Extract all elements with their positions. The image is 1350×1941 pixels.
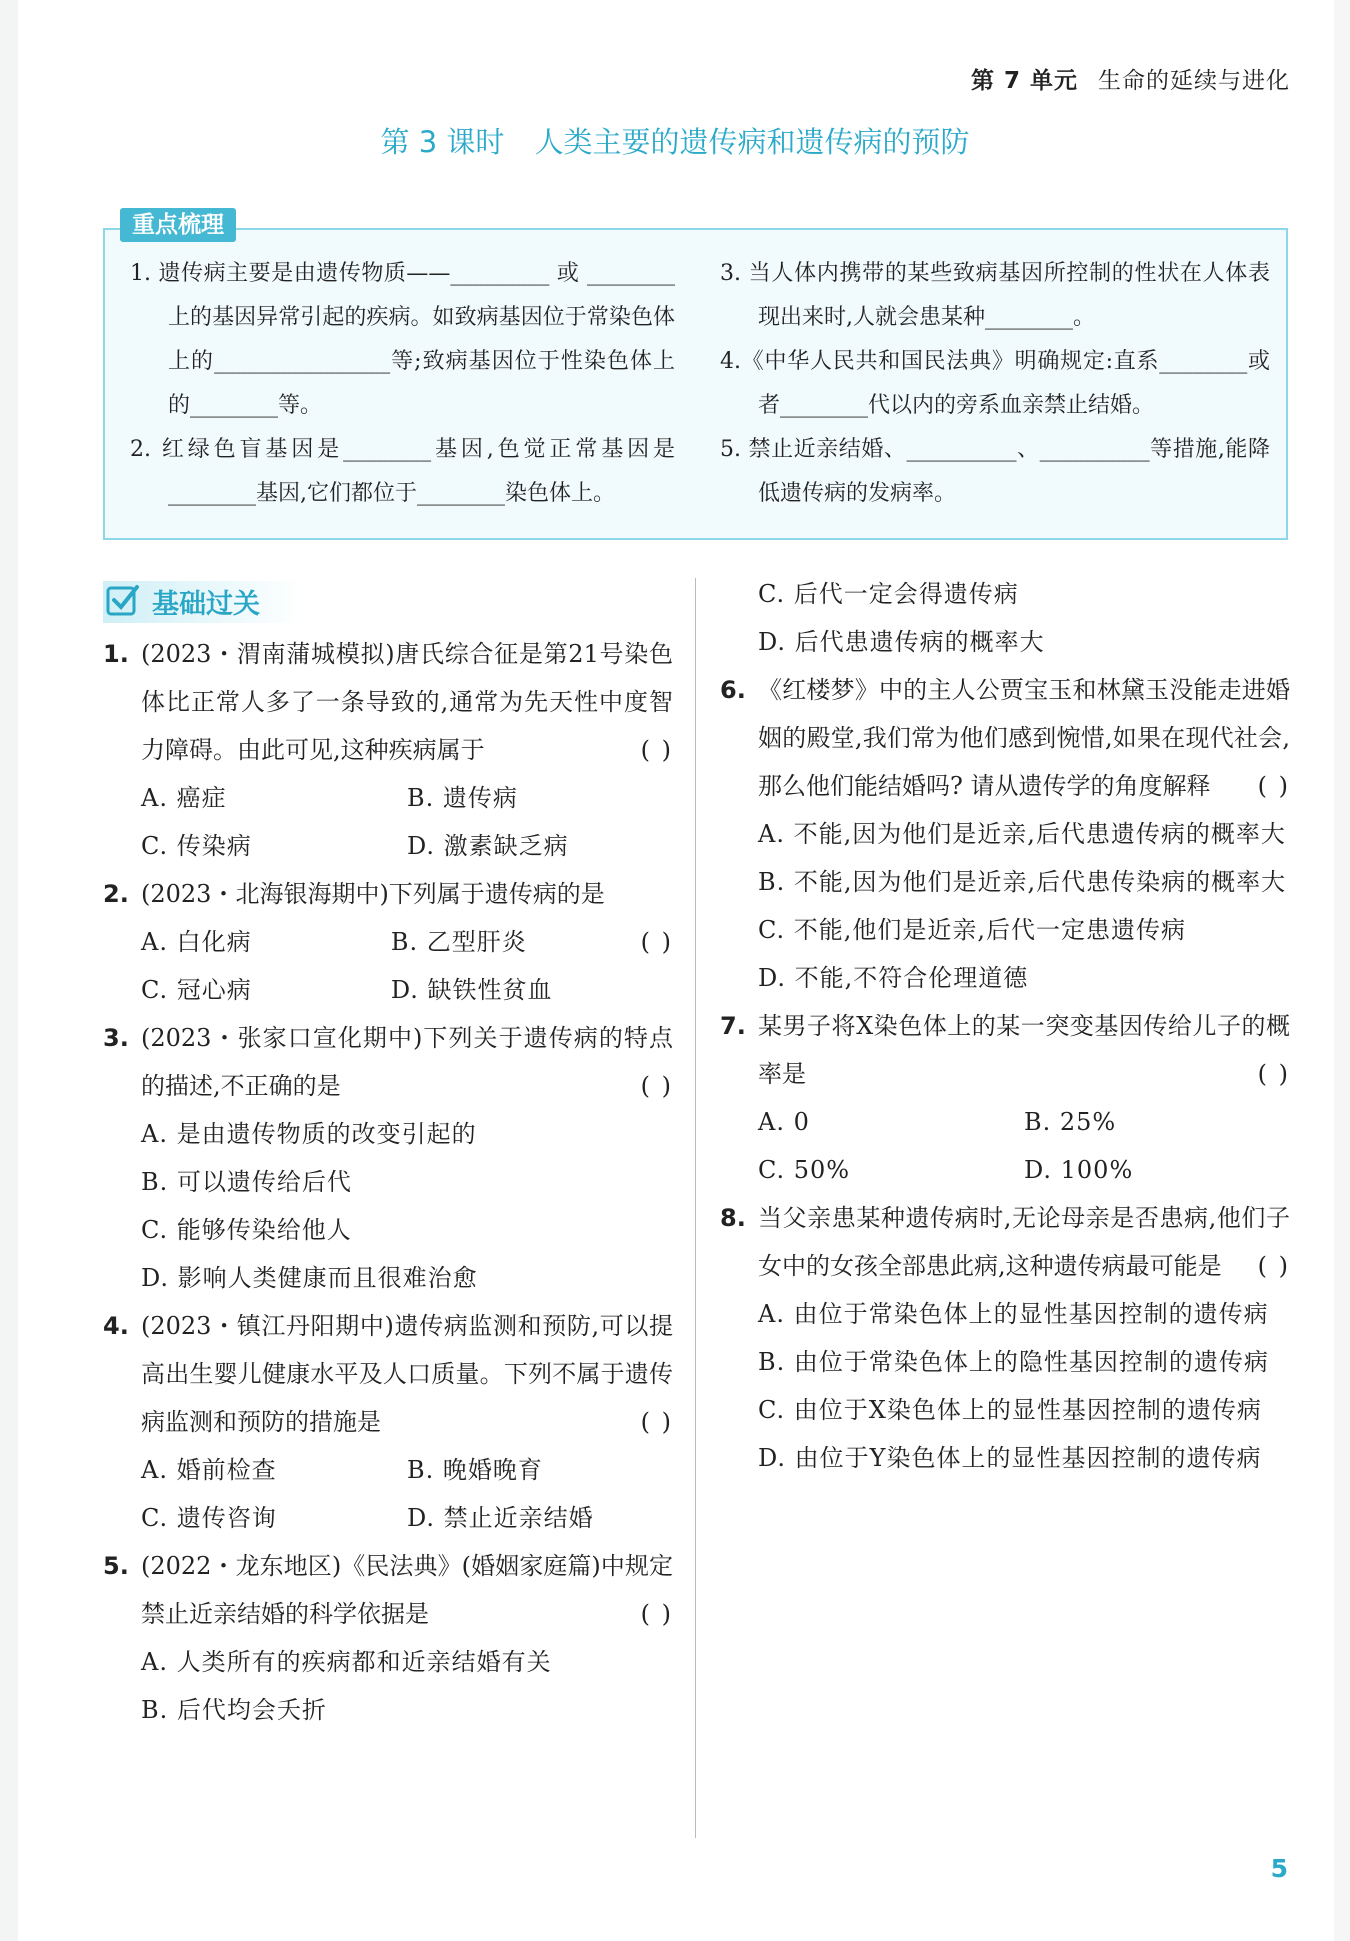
option-d[interactable]: D. 100% [1024,1156,1134,1184]
question-text: (2023・张家口宣化期中)下列关于遗传病的特点的描述,不正确的是 [141,1024,673,1100]
option-a[interactable]: A. 0 [758,1108,810,1136]
question-number: 4. [103,1312,129,1340]
option-d[interactable]: D. 不能,不符合伦理道德 [758,964,1029,992]
right-column [720,570,1290,1482]
column-divider [695,578,696,1838]
question-5 [103,1542,673,1734]
question-text: 《红楼梦》中的主人公贾宝玉和林黛玉没能走进婚姻的殿堂,我们常为他们感到惋惜,如果在现代社会,那么他们能结婚吗? 请从遗传学的角度解释 [758,676,1290,800]
question-text: 某男子将X染色体上的某一突变基因传给儿子的概率是 [758,1012,1290,1088]
option-b[interactable]: B. 可以遗传给后代 [141,1168,352,1196]
option-d[interactable]: D. 缺铁性贫血 [390,976,553,1004]
key-points-right [720,252,1270,516]
option-b[interactable]: B. 由位于常染色体上的隐性基因控制的遗传病 [758,1348,1269,1376]
answer-bracket[interactable]: ( ) [1257,1252,1290,1280]
option-b[interactable]: B. 不能,因为他们是近亲,后代患传染病的概率大 [758,868,1287,896]
page-edge-left [0,0,18,1941]
option-d[interactable]: D. 影响人类健康而且很难治愈 [141,1264,478,1292]
question-number: 5. [103,1552,129,1580]
key-points-left [130,252,675,516]
answer-bracket[interactable]: ( ) [1257,1060,1290,1088]
lesson-title [0,120,1350,161]
answer-bracket[interactable]: ( ) [640,928,673,956]
section-title: 基础过关 [152,589,260,620]
option-c[interactable]: C. 遗传咨询 [141,1504,277,1532]
option-b[interactable]: B. 遗传病 [407,784,518,812]
option-c[interactable]: C. 后代一定会得遗传病 [758,580,1019,608]
option-d[interactable]: D. 后代患遗传病的概率大 [758,628,1045,656]
page-number: 5 [1270,1854,1288,1883]
question-number: 1. [103,640,129,668]
unit-title: 生命的延续与进化 [1098,68,1290,94]
question-8 [720,1194,1290,1482]
answer-bracket[interactable]: ( ) [640,1600,673,1628]
answer-bracket[interactable]: ( ) [640,1408,673,1436]
question-number: 2. [103,880,129,908]
option-c[interactable]: C. 由位于X染色体上的显性基因控制的遗传病 [758,1396,1262,1424]
option-b[interactable]: B. 晚婚晚育 [407,1456,543,1484]
option-a[interactable]: A. 是由遗传物质的改变引起的 [141,1120,477,1148]
key-point-3: 3. 当人体内携带的某些致病基因所控制的性状在人体表现出来时,人就会患某种________。 [720,261,1270,330]
option-a[interactable]: A. 不能,因为他们是近亲,后代患遗传病的概率大 [758,820,1286,848]
question-text: (2023・渭南蒲城模拟)唐氏综合征是第21号染色体比正常人多了一条导致的,通常为先天性中度智力障碍。由此可见,这种疾病属于 [141,640,673,764]
option-a[interactable]: A. 癌症 [141,784,227,812]
answer-bracket[interactable]: ( ) [640,1072,673,1100]
checkbox-icon [106,583,140,617]
option-c[interactable]: C. 传染病 [141,832,252,860]
option-c[interactable]: C. 冠心病 [141,976,252,1004]
question-6 [720,666,1290,1002]
lesson-name: 人类主要的遗传病和遗传病的预防 [534,125,970,159]
option-b[interactable]: B. 乙型肝炎 [390,928,527,956]
question-text: (2023・北海银海期中)下列属于遗传病的是 [141,880,605,908]
option-a[interactable]: A. 人类所有的疾病都和近亲结婚有关 [141,1648,552,1676]
question-5-continued [720,570,1290,666]
option-d[interactable]: D. 激素缺乏病 [407,832,569,860]
option-a[interactable]: A. 白化病 [141,928,252,956]
question-text: (2023・镇江丹阳期中)遗传病监测和预防,可以提高出生婴儿健康水平及人口质量。下列不属于遗传病监测和预防的措施是 [141,1312,673,1436]
question-2 [103,870,673,1014]
option-c[interactable]: C. 能够传染给他人 [141,1216,352,1244]
question-7 [720,1002,1290,1194]
option-a[interactable]: A. 由位于常染色体上的显性基因控制的遗传病 [758,1300,1269,1328]
unit-number: 第 7 单元 [970,68,1078,94]
left-column [103,630,673,1734]
question-number: 7. [720,1012,746,1040]
question-number: 6. [720,676,746,704]
option-a[interactable]: A. 婚前检查 [141,1456,277,1484]
question-number: 8. [720,1204,746,1232]
question-4 [103,1302,673,1542]
option-b[interactable]: B. 后代均会夭折 [141,1696,327,1724]
answer-bracket[interactable]: ( ) [640,736,673,764]
option-b[interactable]: B. 25% [1024,1108,1117,1136]
question-1 [103,630,673,870]
key-point-4: 4.《中华人民共和国民法典》明确规定:直系________或者________代以内的旁系血亲禁止结婚。 [720,349,1270,418]
question-3 [103,1014,673,1302]
answer-bracket[interactable]: ( ) [1257,772,1290,800]
question-text: 当父亲患某种遗传病时,无论母亲是否患病,他们子女中的女孩全部患此病,这种遗传病最可能是 [758,1204,1290,1280]
key-point-5: 5. 禁止近亲结婚、__________、__________等措施,能降低遗传病的发病率。 [720,437,1270,506]
page-edge-right [1334,0,1350,1941]
option-d[interactable]: D. 由位于Y染色体上的显性基因控制的遗传病 [758,1444,1262,1472]
question-text: (2022・龙东地区)《民法典》(婚姻家庭篇)中规定禁止近亲结婚的科学依据是 [141,1552,673,1628]
lesson-number: 第 3 课时 [380,125,505,159]
key-point-2: 2. 红绿色盲基因是________基因,色觉正常基因是________基因,它们都位于________染色体上。 [130,437,675,506]
key-point-1: 1. 遗传病主要是由遗传物质——_________ 或 ________上的基因异常引起的疾病。如致病基因位于常染色体上的________________等;致病基因位于性染色体上的________等。 [130,261,675,418]
unit-header [971,62,1290,95]
option-d[interactable]: D. 禁止近亲结婚 [407,1504,594,1532]
option-c[interactable]: C. 50% [758,1156,851,1184]
question-number: 3. [103,1024,129,1052]
option-c[interactable]: C. 不能,他们是近亲,后代一定患遗传病 [758,916,1187,944]
key-points-tag: 重点梳理 [120,208,236,242]
